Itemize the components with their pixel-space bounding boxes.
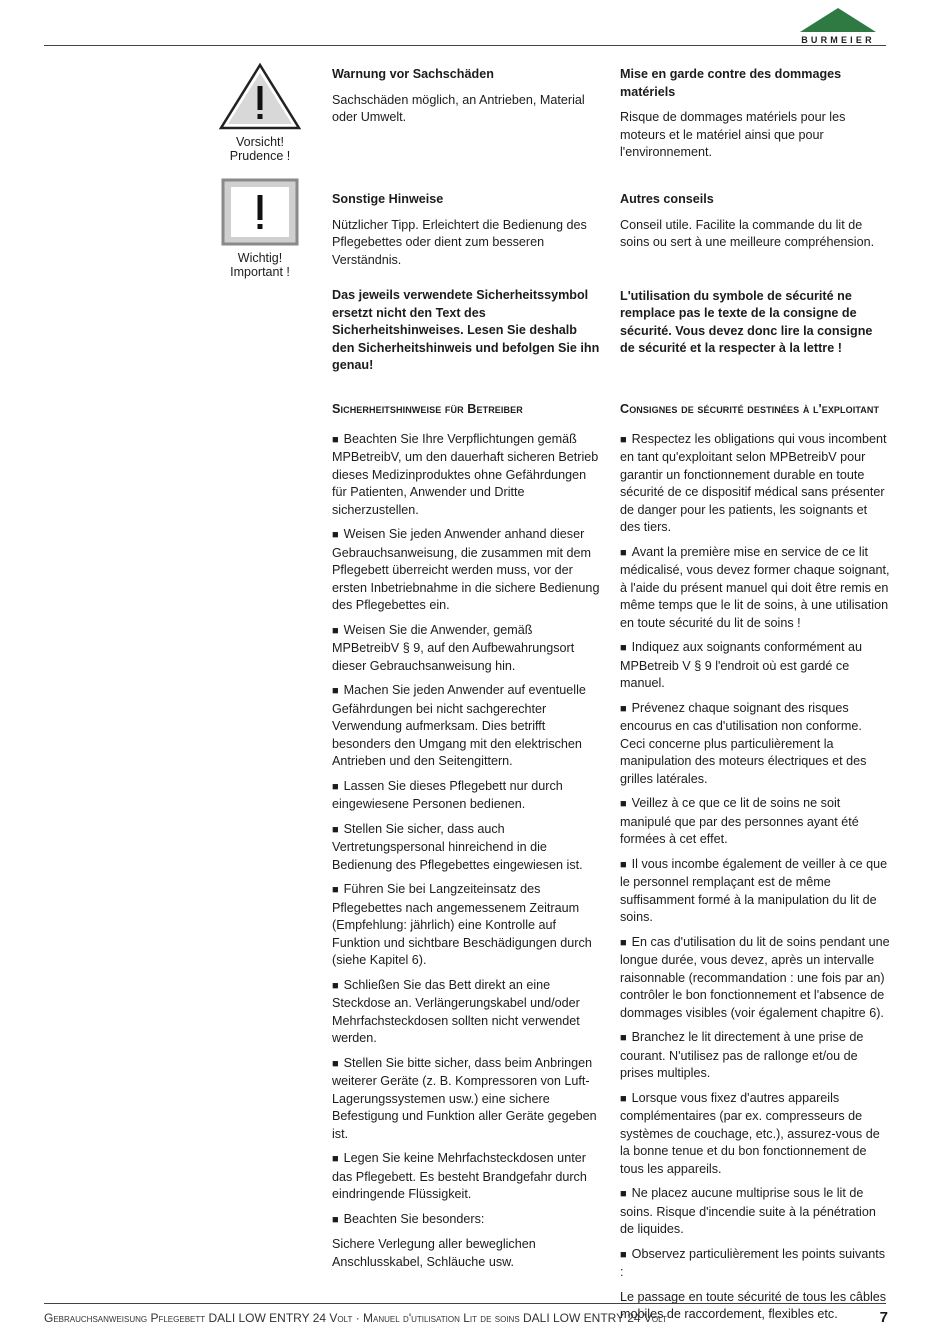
list-item: ■ Observez particulièrement les points suivants : <box>620 1246 890 1282</box>
important-symbol <box>219 178 301 279</box>
warning-de-title: Warnung vor Sachschäden <box>332 67 494 81</box>
notes-fr-bold: L'utilisation du symbole de sécurité ne remplace pas le texte de la consigne de sécurité. Vous devez donc lire la consigne de sécurité et la respecter à la lettre ! <box>620 288 873 355</box>
notes-fr-text: Conseil utile. Facilite la commande du lit de soins ou sert à une meilleure compréhension. <box>620 217 875 249</box>
notes-fr-title: Autres conseils <box>620 192 714 206</box>
notes-de-text: Nützlicher Tipp. Erleichtert die Bedienung des Pflegebettes oder dient zum besseren Verständnis. <box>332 217 587 267</box>
notes-de-title: Sonstige Hinweise <box>332 192 444 206</box>
warning-caption-de: Vorsicht! <box>236 135 284 149</box>
list-item: ■ Führen Sie bei Langzeiteinsatz des Pflegebettes nach angemessenem Zeitraum (Empfehlung: jährlich) eine Kontrolle auf Funktion und sichtbare Beschädigungen durch (siehe Kapitel 6). <box>332 881 602 970</box>
list-item: ■ Prévenez chaque soignant des risques encourus en cas d'utilisation non conforme. Ceci concerne plus particulièrement la manipulation des moteurs électriques et des grilles latérales. <box>620 700 890 789</box>
operator-fr-heading: Consignes de sécurité destinées à l'exploitant <box>620 402 880 416</box>
operator-de <box>332 401 602 1278</box>
list-item: ■ Schließen Sie das Bett direkt an eine Steckdose an. Verlängerungskabel und/oder Mehrfachsteckdosen sollten nicht verwendet werden. <box>332 977 602 1048</box>
list-item: ■ Respectez les obligations qui vous incombent en tant qu'exploitant selon MPBetreibV pour garantir un fonctionnement durable en toute sécurité de ce dispositif médical sans présenter de danger pour les patients, les soignants et des tiers. <box>620 431 890 537</box>
operator-fr <box>620 401 890 1331</box>
warning-symbol <box>218 62 302 163</box>
list-item: ■ Lassen Sie dieses Pflegebett nur durch eingewiesene Personen bedienen. <box>332 778 602 814</box>
burmeier-logo <box>792 8 884 48</box>
list-item: ■ En cas d'utilisation du lit de soins pendant une longue durée, vous devez, après un intervalle raisonnable (recommandation : une fois par an) contrôler le bon fonctionnement et l'absence de dommages visibles (voir également chapitre 6). <box>620 934 890 1023</box>
notes-fr <box>620 191 890 365</box>
notes-de <box>332 191 602 382</box>
list-item: ■ Beachten Sie besonders: <box>332 1211 602 1230</box>
list-item: ■ Branchez le lit directement à une prise de courant. N'utilisez pas de rallonge et/ou de prises multiples. <box>620 1029 890 1083</box>
warning-caption-fr: Prudence ! <box>229 149 291 163</box>
list-item: ■ Il vous incombe également de veiller à ce que le personnel remplaçant est de même suffisamment formé à la manipulation du lit de soins. <box>620 856 890 927</box>
list-item: ■ Weisen Sie jeden Anwender anhand dieser Gebrauchsanweisung, die zusammen mit dem Pflegebett überreicht werden muss, vor der ersten Inbetriebnahme in die sichere Bedienung des Pflegebettes ein. <box>332 526 602 615</box>
list-item: ■ Stellen Sie bitte sicher, dass beim Anbringen weiterer Geräte (z. B. Kompressoren von Luft-Lagerungssystemen usw.) eine sichere Befestigung und Funktion aller Geräte gegeben ist. <box>332 1055 602 1144</box>
warning-fr <box>620 66 890 169</box>
important-caption-de: Wichtig! <box>237 251 283 265</box>
page-number: 7 <box>879 1309 888 1326</box>
operator-fr-trailing: Le passage en toute sécurité de tous les câbles mobiles de raccordement, flexibles etc. <box>620 1289 887 1321</box>
footer-rule <box>44 1303 886 1304</box>
list-item: ■ Weisen Sie die Anwender, gemäß MPBetreibV § 9, auf den Aufbewahrungsort dieser Gebrauchsanweisung hin. <box>332 622 602 676</box>
warning-fr-title: Mise en garde contre des dommages matériels <box>620 67 842 99</box>
logo-text: BURMEIER <box>801 35 875 45</box>
important-caption-fr: Important ! <box>230 265 290 279</box>
warning-fr-text: Risque de dommages matériels pour les moteurs et le matériel ainsi que pour l'environnement. <box>620 110 846 159</box>
operator-de-trailing: Sichere Verlegung aller beweglichen Anschlusskabel, Schläuche usw. <box>332 1237 536 1269</box>
warning-de-text: Sachschäden möglich, an Antrieben, Material oder Umwelt. <box>332 92 585 124</box>
list-item: ■ Lorsque vous fixez d'autres appareils complémentaires (par ex. compresseurs de systèmes de couchage, etc.), assurez-vous de la bonne tenue et du bon fonctionnement de tous les appareils. <box>620 1090 890 1179</box>
header-rule <box>44 45 886 46</box>
notes-de-bold: Das jeweils verwendete Sicherheitssymbol ersetzt nicht den Text des Sicherheitshinweises. Lesen Sie deshalb den Sicherheitshinweis und befolgen Sie ihn genau! <box>332 288 600 372</box>
list-item: ■ Stellen Sie sicher, dass auch Vertretungspersonal hinreichend in die Bedienung des Pflegebettes eingewiesen ist. <box>332 821 602 875</box>
warning-de <box>332 66 602 134</box>
list-item: ■ Avant la première mise en service de ce lit médicalisé, vous devez former chaque soignant, à l'aide du présent manuel qui doit être remis en même temps que le lit de soins, à une utilisation en toute sécurité du lit de soins ! <box>620 544 890 633</box>
roof-logo-icon <box>800 8 876 32</box>
footer-text: Gebrauchsanweisung Pflegebett DALI LOW ENTRY 24 Volt · Manuel d'utilisation Lit de soins DALI LOW ENTRY 24 Volt <box>44 1311 667 1325</box>
list-item: ■ Ne placez aucune multiprise sous le lit de soins. Risque d'incendie suite à la pénétration de liquides. <box>620 1185 890 1239</box>
list-item: ■ Machen Sie jeden Anwender auf eventuelle Gefährdungen bei nicht sachgerechter Verwendung aufmerksam. Dies betrifft besonders den Umgang mit den elektrischen Antrieben und den Seitengittern. <box>332 682 602 771</box>
list-item: ■ Beachten Sie Ihre Verpflichtungen gemäß MPBetreibV, um den dauerhaft sicheren Betrieb dieses Medizinproduktes ohne Gefährdungen für Patienten, Anwender und Dritte sicherzustellen. <box>332 431 602 520</box>
warning-triangle-icon <box>218 62 302 130</box>
important-exclamation-icon <box>221 178 299 246</box>
list-item: ■ Indiquez aux soignants conformément au MPBetreib V § 9 l'endroit où est gardé ce manuel. <box>620 639 890 693</box>
list-item: ■ Veillez à ce que ce lit de soins ne soit manipulé que par des personnes ayant été formées à cet effet. <box>620 795 890 849</box>
operator-de-heading: Sicherheitshinweise für Betreiber <box>332 402 523 416</box>
list-item: ■ Legen Sie keine Mehrfachsteckdosen unter das Pflegebett. Es besteht Brandgefahr durch eindringende Flüssigkeit. <box>332 1150 602 1204</box>
